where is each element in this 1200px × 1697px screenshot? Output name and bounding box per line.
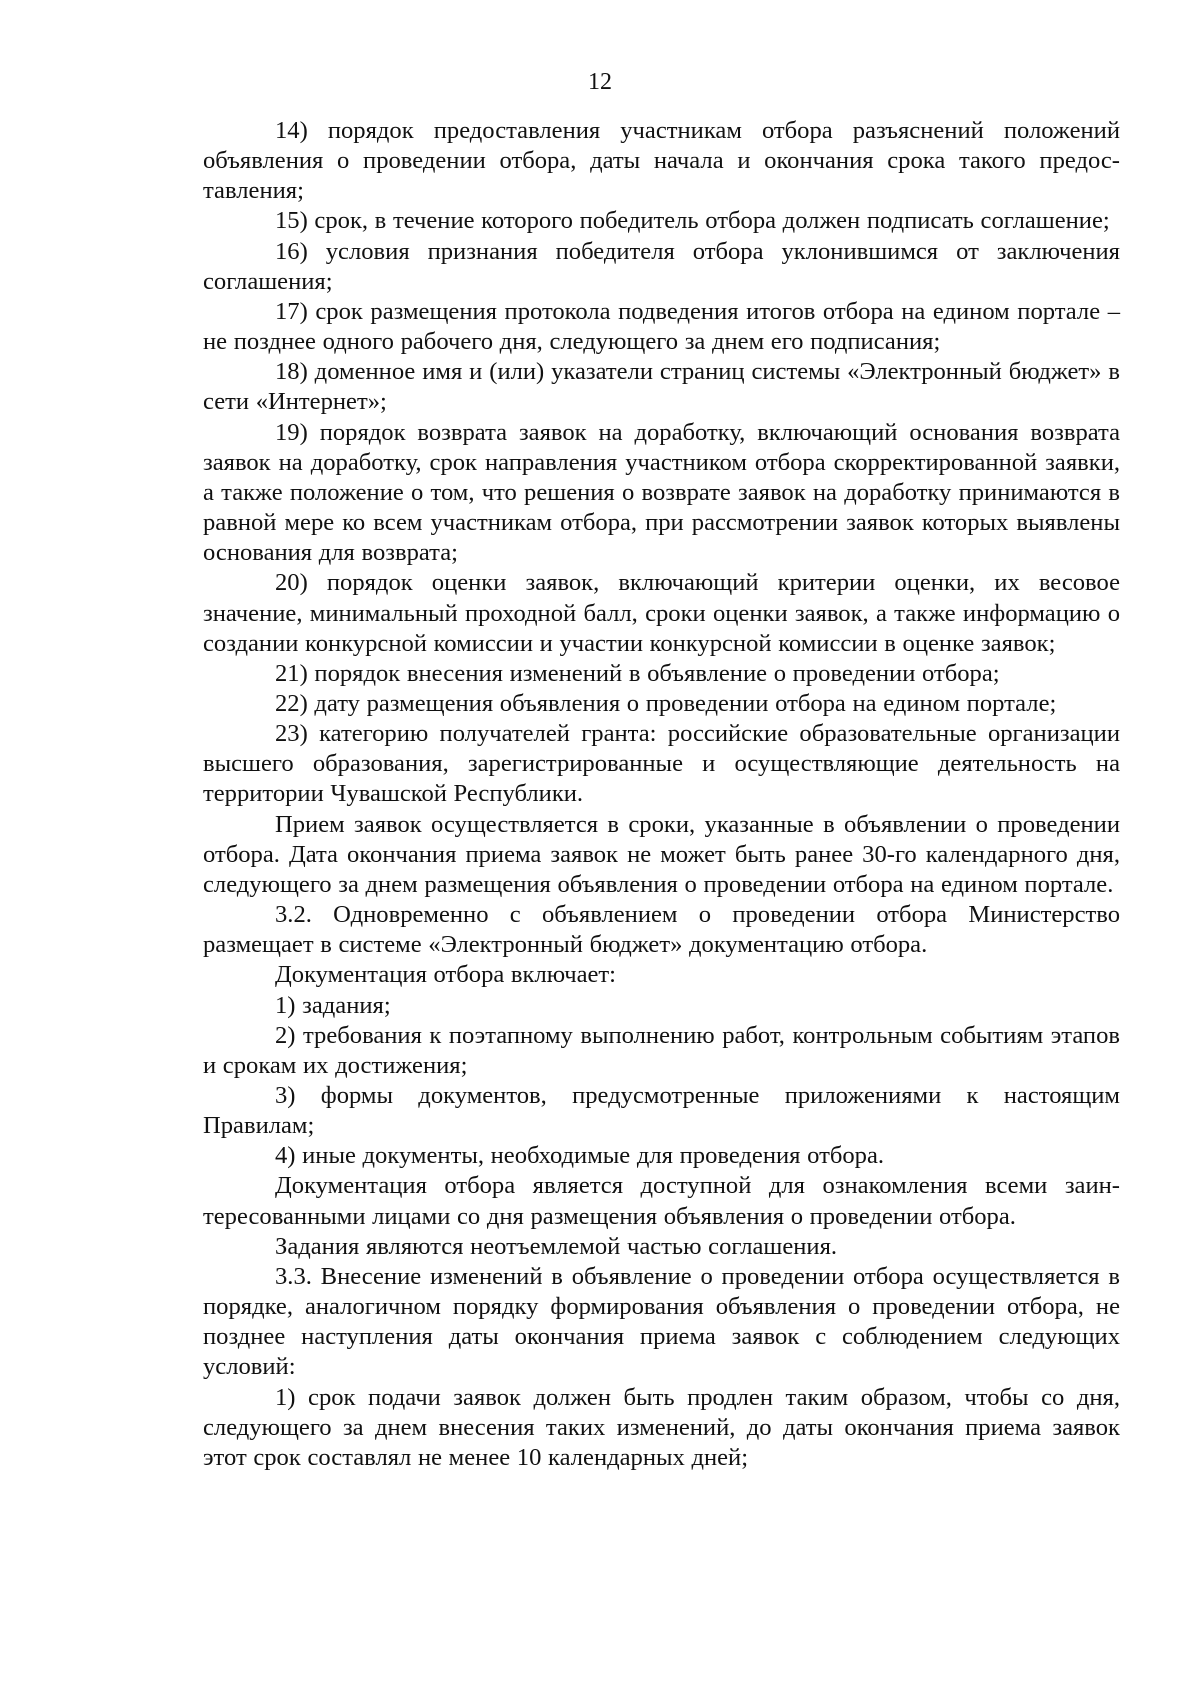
paragraph-doc-item-1: 1) задания;: [275, 991, 391, 1019]
paragraph-doc-item-3: 3) формы документов, предусмотренные приложениями к настоящим Правилам;: [203, 1082, 1120, 1140]
paragraph-item-16: 16) условия признания победителя отбора уклонившимся от заключения соглашения;: [203, 237, 1120, 295]
paragraph-item-14: 14) порядок предоставления участникам отбора разъяснений положений объявления о проведении отбора, даты начала и окончания срока такого предоставления;: [203, 117, 1120, 205]
paragraph-item-15: 15) срок, в течение которого победитель отбора должен подписать соглашение;: [275, 207, 1110, 235]
paragraph-item-22: 22) дату размещения объявления о проведении отбора на едином портале;: [275, 689, 1057, 717]
paragraph-documentation-access: Документация отбора является доступной для ознакомления всеми заинтересованными лицами со дня размещения объявления о проведении отбора.: [203, 1172, 1120, 1230]
paragraph-doc-item-4: 4) иные документы, необходимые для проведения отбора.: [275, 1142, 885, 1170]
paragraph-item-23: 23) категорию получателей гранта: российские образовательные организации высшего образования, зарегистрированные и осуществляющие деятельность на территории Чувашской Республики.: [203, 720, 1120, 808]
paragraph-item-18: 18) доменное имя и (или) указатели страниц системы «Электронный бюджет» в сети «Интернет»;: [203, 358, 1120, 416]
document-body: [203, 116, 1120, 1473]
paragraph-documentation-includes: Документация отбора включает:: [275, 961, 616, 989]
page-number: 12: [588, 69, 612, 95]
paragraph-item-19: 19) порядок возврата заявок на доработку, включающий основания возврата заявок на доработку, срок направления участником отбора скорректированной заявки, а также положение о том, что решения о возврате заявок на доработку принимаются в равной мере ко всем участникам отбора, при рассмотрении заявок которых выявлены основания для возврата;: [203, 418, 1120, 567]
paragraph-item-17: 17) срок размещения протокола подведения итогов отбора на едином портале – не позднее одного рабочего дня, следующего за днем его подписания;: [203, 297, 1120, 356]
paragraph-application-timing: Прием заявок осуществляется в сроки, указанные в объявлении о проведении отбора. Дата окончания приема заявок не может быть ранее 30-го календарного дня, следующего за днем размещения объявления о проведении отбора на едином портале.: [203, 810, 1120, 898]
paragraph-tasks-part-of-agreement: Задания являются неотъемлемой частью соглашения.: [275, 1232, 838, 1260]
paragraph-item-20: 20) порядок оценки заявок, включающий критерии оценки, их весовое значение, минимальный проходной балл, сроки оценки заявок, а также информацию о создании конкурсной комиссии и участии конкурсной комиссии в оценке заявок;: [203, 569, 1120, 657]
paragraph-condition-1: 1) срок подачи заявок должен быть продлен таким образом, чтобы со дня, следующего за днем внесения таких изменений, до даты окончания приема заявок этот срок составлял не менее 10 календарных дней;: [203, 1383, 1120, 1471]
paragraph-section-3-2: 3.2. Одновременно с объявлением о проведении отбора Министерство размещает в системе «Электронный бюджет» документацию отбора.: [203, 901, 1120, 959]
paragraph-section-3-3: 3.3. Внесение изменений в объявление о проведении отбора осуществляется в порядке, аналогичном порядку формирования объявления о проведении отбора, не позднее наступления даты окончания приема заявок с соблюдением следующих условий:: [203, 1262, 1120, 1381]
paragraph-item-21: 21) порядок внесения изменений в объявление о проведении отбора;: [275, 659, 1000, 687]
paragraph-doc-item-2: 2) требования к поэтапному выполнению работ, контрольным событиям этапов и срокам их достижения;: [203, 1021, 1120, 1079]
